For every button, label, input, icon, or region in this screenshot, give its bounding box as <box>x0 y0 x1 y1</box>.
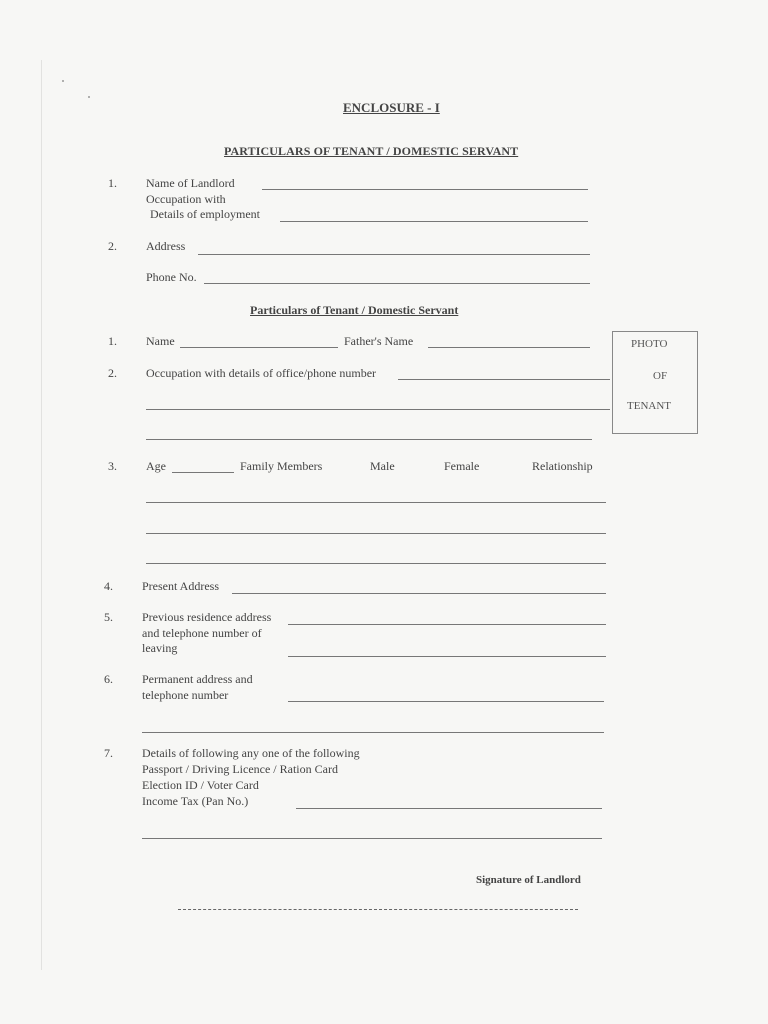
form-subtitle: PARTICULARS OF TENANT / DOMESTIC SERVANT <box>224 144 519 158</box>
family-line-2[interactable] <box>146 533 606 534</box>
page-edge-shadow <box>41 60 42 970</box>
field-label: Age <box>146 459 166 473</box>
item-number: 2. <box>108 239 117 253</box>
field-label: Name of Landlord <box>146 176 235 190</box>
field-label: Phone No. <box>146 270 197 284</box>
signature-label: Signature of Landlord <box>476 874 581 886</box>
item-number: 4. <box>104 579 113 593</box>
page-title: ENCLOSURE - I <box>343 100 440 115</box>
address-landlord-line[interactable] <box>198 254 590 255</box>
father-name-line[interactable] <box>428 347 590 348</box>
field-label: Permanent address and <box>142 672 253 686</box>
present-address-line[interactable] <box>232 593 606 594</box>
field-label: Passport / Driving Licence / Ration Card <box>142 762 338 776</box>
id-details-line-2[interactable] <box>142 838 602 839</box>
item-number: 1. <box>108 334 117 348</box>
field-label: leaving <box>142 641 178 655</box>
field-label: Female <box>444 459 480 473</box>
field-label: Father's Name <box>344 334 414 348</box>
tenant-name-line[interactable] <box>180 347 338 348</box>
field-label: Family Members <box>240 459 323 473</box>
age-line[interactable] <box>172 472 234 473</box>
photo-label: PHOTO <box>631 338 668 350</box>
field-label: Previous residence address <box>142 610 272 624</box>
field-label: Present Address <box>142 579 219 593</box>
item-number: 1. <box>108 176 117 190</box>
previous-address-line-1[interactable] <box>288 624 606 625</box>
permanent-address-line-1[interactable] <box>288 701 604 702</box>
tenant-section-heading: Particulars of Tenant / Domestic Servant <box>250 303 459 317</box>
photo-label: OF <box>653 370 668 382</box>
occupation-landlord-line[interactable] <box>280 221 588 222</box>
scan-speck <box>62 80 64 82</box>
field-label: Address <box>146 239 186 253</box>
scan-speck <box>88 96 90 98</box>
signature-divider <box>178 909 578 910</box>
item-number: 7. <box>104 746 113 760</box>
field-label: Income Tax (Pan No.) <box>142 794 249 808</box>
field-label: Occupation with <box>146 192 226 206</box>
occupation-line-3[interactable] <box>146 439 592 440</box>
item-number: 6. <box>104 672 113 686</box>
field-label: Relationship <box>532 459 593 473</box>
field-label: Male <box>370 459 395 473</box>
previous-address-line-2[interactable] <box>288 656 606 657</box>
permanent-address-line-2[interactable] <box>142 732 604 733</box>
item-number: 3. <box>108 459 117 473</box>
family-line-3[interactable] <box>146 563 606 564</box>
field-label: Details of following any one of the following <box>142 746 360 760</box>
item-number: 2. <box>108 366 117 380</box>
photo-box[interactable] <box>612 331 698 434</box>
phone-landlord-line[interactable] <box>204 283 590 284</box>
field-label: Name <box>146 334 175 348</box>
field-label: and telephone number of <box>142 626 262 640</box>
family-line-1[interactable] <box>146 502 606 503</box>
name-landlord-line[interactable] <box>262 189 588 190</box>
occupation-line-1[interactable] <box>398 379 610 380</box>
field-label: telephone number <box>142 688 229 702</box>
occupation-line-2[interactable] <box>146 409 610 410</box>
field-label: Occupation with details of office/phone number <box>146 366 377 380</box>
field-label: Details of employment <box>150 207 260 221</box>
field-label: Election ID / Voter Card <box>142 778 259 792</box>
photo-label: TENANT <box>627 400 671 412</box>
id-details-line-1[interactable] <box>296 808 602 809</box>
item-number: 5. <box>104 610 113 624</box>
